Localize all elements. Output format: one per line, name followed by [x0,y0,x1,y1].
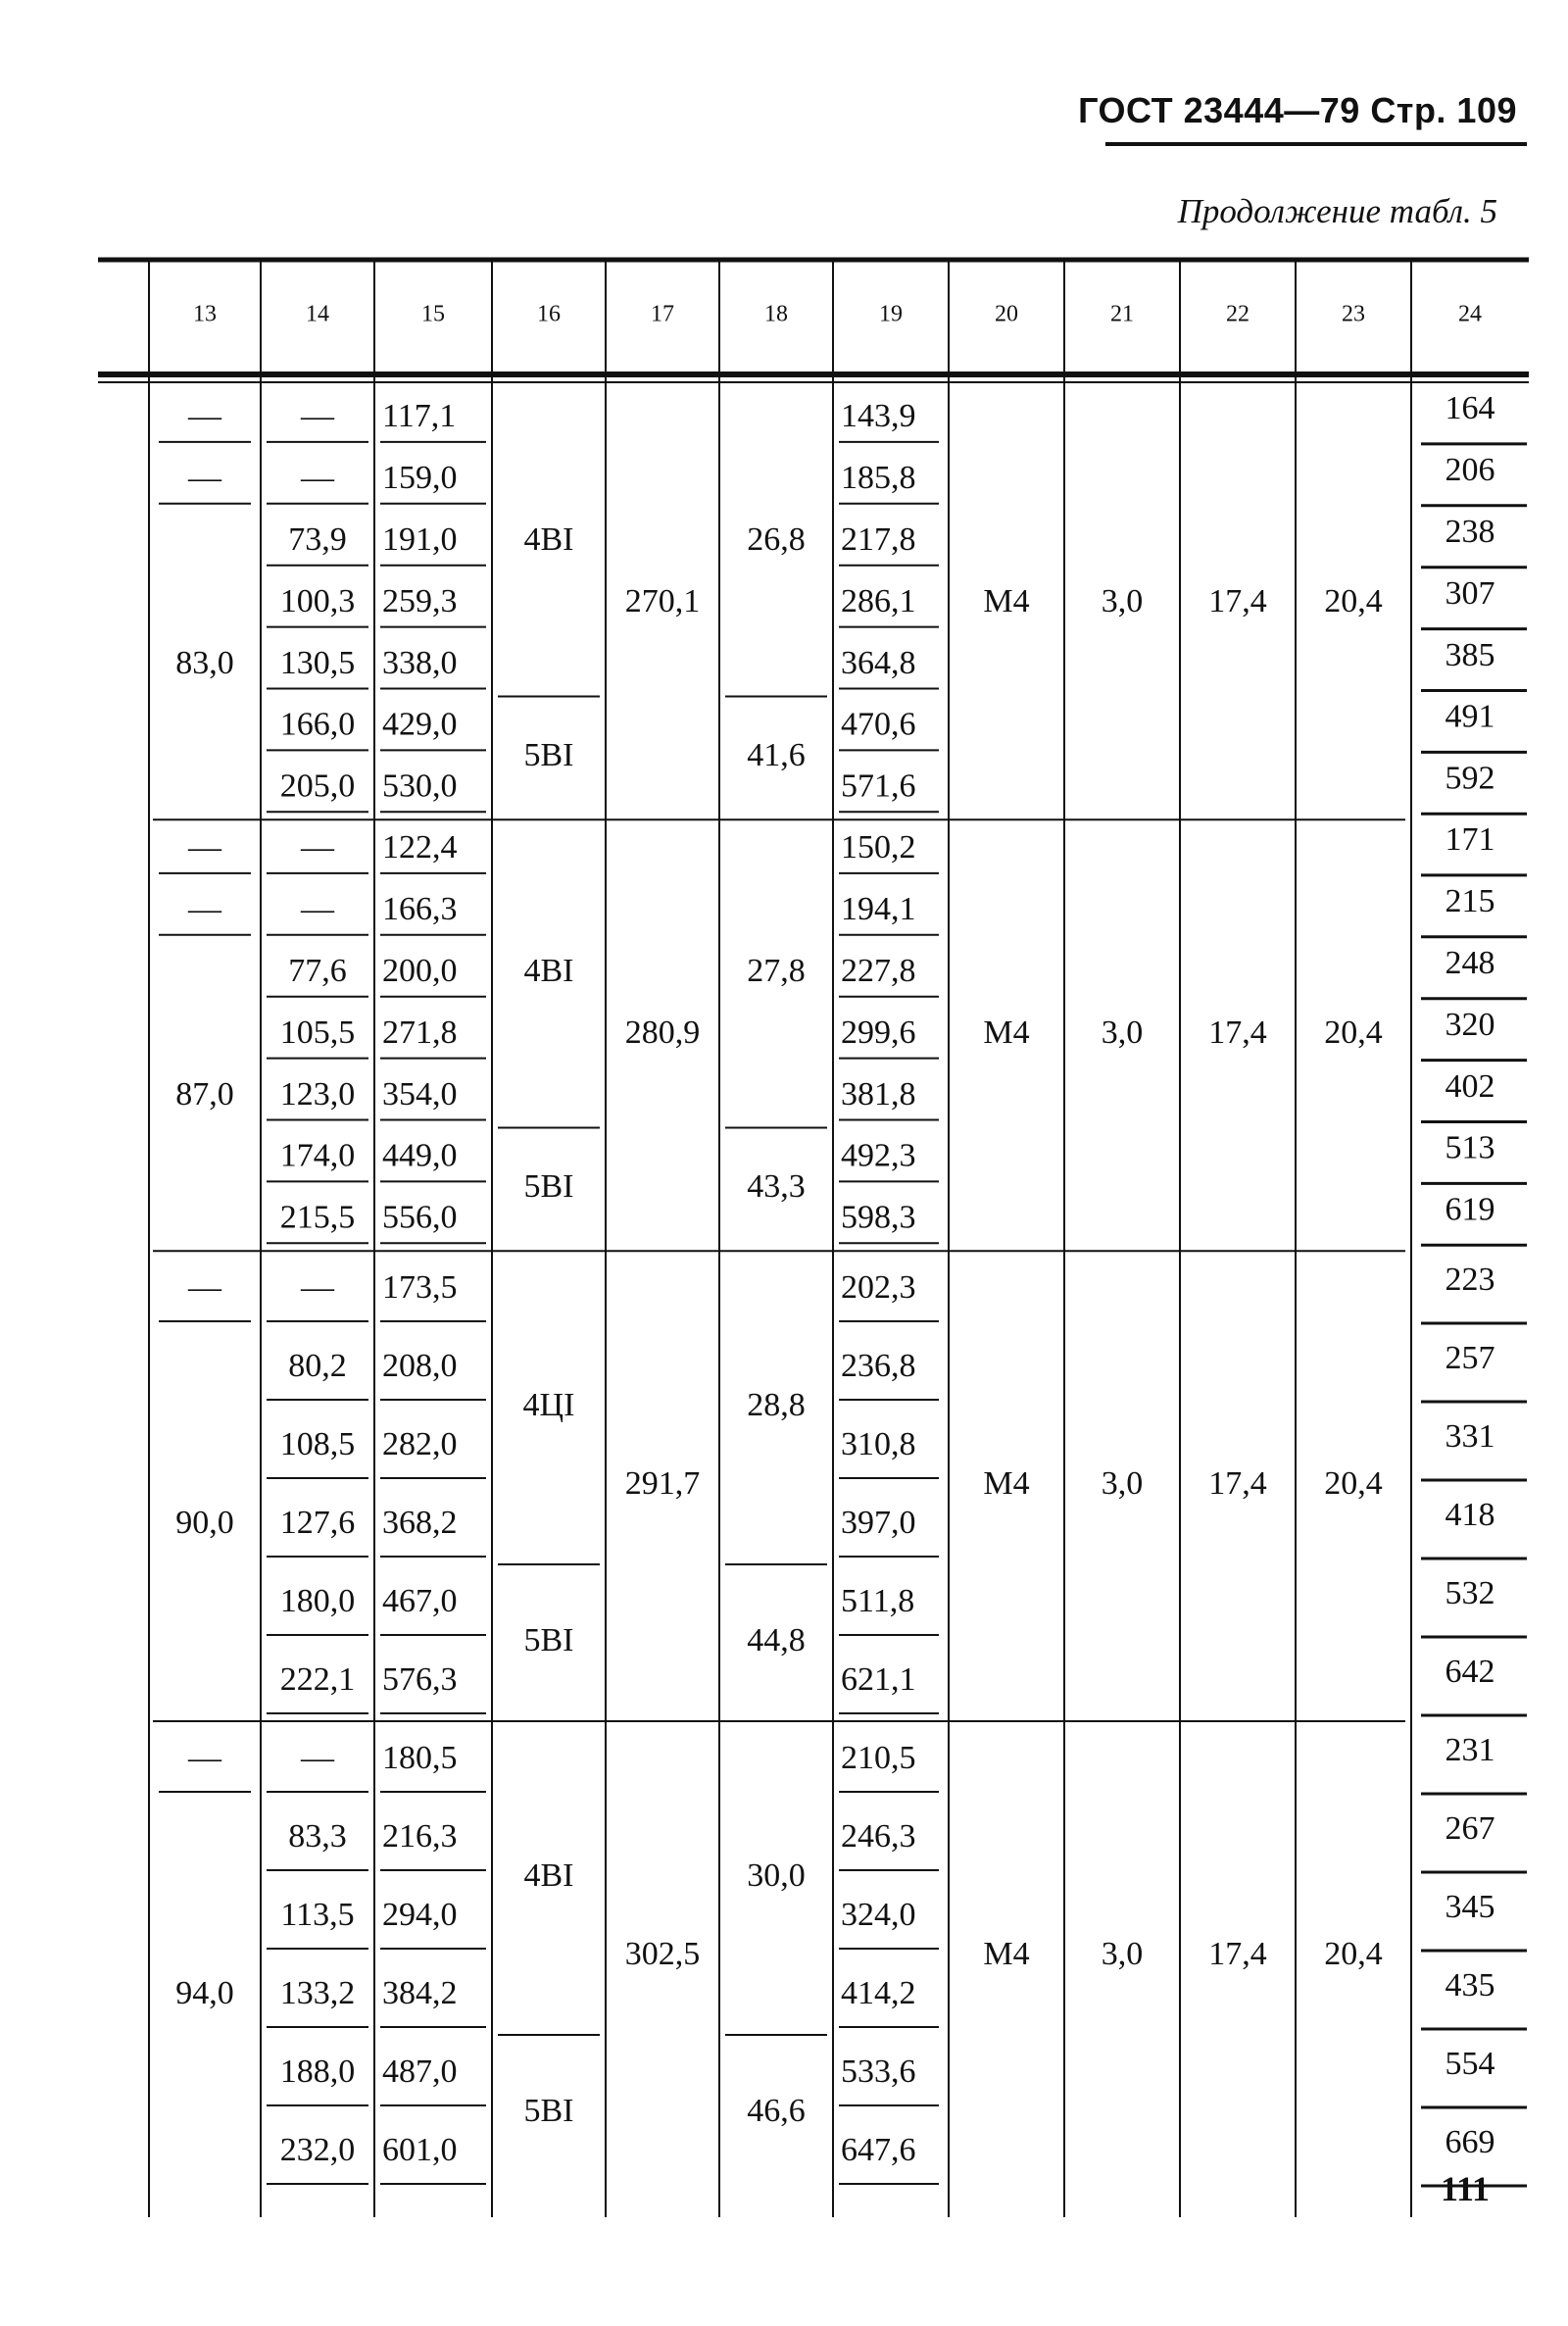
cell-c15: 467,0 [382,1582,458,1619]
cell-c15: 449,0 [382,1137,458,1174]
cell-c24: 491 [1445,698,1495,735]
cell-c19: 647,6 [841,2131,916,2168]
cell-c14: 73,9 [288,521,347,559]
cell-c19: 324,0 [841,1896,916,1933]
cell-c24: 532 [1445,1574,1495,1611]
cell-c22: 17,4 [1208,582,1267,619]
cell-c13-dash: — [188,891,221,928]
cell-c14: 205,0 [279,767,356,805]
cell-c21: 3,0 [1101,1014,1144,1051]
cell-c24: 307 [1445,574,1495,612]
cell-c14: 105,5 [279,1014,356,1051]
cell-c14: 188,0 [279,2053,356,2090]
cell-c18: 41,6 [747,737,806,774]
cell-c19: 150,2 [841,829,916,866]
cell-c23: 20,4 [1324,582,1383,619]
cell-c16: 5ВI [523,1168,574,1206]
cell-c14: 222,1 [279,1660,356,1698]
cell-c18: 46,6 [747,2092,806,2129]
cell-c15: 354,0 [382,1075,458,1113]
cell-c14: — [301,829,334,866]
cell-c14: 113,5 [280,1896,355,1933]
cell-c19: 381,8 [841,1075,916,1113]
cell-c18: 26,8 [747,521,806,559]
cell-c24: 402 [1445,1067,1495,1105]
cell-c19: 511,8 [841,1582,915,1619]
cell-c19: 236,8 [841,1347,916,1384]
cell-c24: 418 [1445,1496,1495,1533]
cell-c15: 117,1 [382,398,457,435]
cell-c24: 164 [1445,390,1495,427]
cell-c13-dash: — [188,1268,221,1306]
cell-c24: 248 [1445,945,1495,982]
cell-c18: 44,8 [747,1621,806,1658]
cell-c14: — [301,1739,334,1776]
cell-c15: 173,5 [382,1268,458,1306]
cell-c21: 3,0 [1101,582,1144,619]
cell-c19: 286,1 [841,582,916,619]
cell-c24: 385 [1445,636,1495,673]
cell-c20: M4 [983,1014,1030,1051]
column-header-22: 22 [1226,301,1250,327]
cell-c14: 80,2 [288,1347,347,1384]
cell-c16: 4ЦI [522,1386,575,1423]
cell-c14: 174,0 [279,1137,356,1174]
cell-c15: 530,0 [382,767,458,805]
cell-c14: 77,6 [288,953,347,990]
cell-c14: — [301,891,334,928]
cell-c24: 257 [1445,1339,1495,1376]
cell-c23: 20,4 [1324,1464,1383,1502]
cell-c19: 310,8 [841,1425,916,1462]
cell-c24: 619 [1445,1191,1495,1228]
cell-c14: 123,0 [279,1075,356,1113]
cell-c14: — [301,398,334,435]
cell-c14: — [301,460,334,497]
cell-c14: 166,0 [279,706,356,743]
cell-c14: 232,0 [279,2131,356,2168]
cell-c22: 17,4 [1208,1464,1267,1502]
cell-c15: 282,0 [382,1425,458,1462]
cell-c24: 345 [1445,1888,1495,1925]
cell-c14: 130,5 [279,644,356,681]
cell-c16: 4ВI [523,1856,574,1894]
cell-c13-dash: — [188,829,221,866]
standard-code: ГОСТ 23444—79 [1078,90,1360,130]
cell-c17: 280,9 [624,1014,701,1051]
cell-c18: 43,3 [747,1168,806,1206]
column-header-17: 17 [651,301,674,327]
column-header-20: 20 [995,301,1018,327]
cell-c24: 267 [1445,1809,1495,1847]
cell-c15: 576,3 [382,1660,458,1698]
cell-c19: 217,8 [841,521,916,559]
column-header-13: 13 [193,301,217,327]
cell-c20: M4 [983,1935,1030,1972]
cell-c19: 246,3 [841,1817,916,1855]
cell-c19: 397,0 [841,1504,916,1541]
cell-c15: 429,0 [382,706,458,743]
cell-c24: 231 [1445,1731,1495,1768]
cell-c24: 642 [1445,1653,1495,1690]
cell-c24: 223 [1445,1261,1495,1298]
cell-c24: 669 [1445,2123,1495,2160]
cell-c15: 180,5 [382,1739,458,1776]
cell-c19: 598,3 [841,1199,916,1236]
cell-c14: 108,5 [279,1425,356,1462]
cell-c17: 291,7 [624,1464,701,1502]
cell-c15: 368,2 [382,1504,458,1541]
page-label: Стр. 109 [1370,90,1517,130]
cell-c21: 3,0 [1101,1464,1144,1502]
cell-c24: 435 [1445,1966,1495,2004]
cell-c13: 83,0 [175,644,234,681]
cell-c19: 492,3 [841,1137,916,1174]
cell-c15: 271,8 [382,1014,458,1051]
column-header-24: 24 [1458,301,1482,327]
cell-c15: 122,4 [382,829,458,866]
cell-c22: 17,4 [1208,1014,1267,1051]
cell-c14: 83,3 [288,1817,347,1855]
cell-c13-dash: — [188,398,221,435]
cell-c19: 185,8 [841,460,916,497]
cell-c14: 127,6 [279,1504,356,1541]
cell-c16: 4ВI [523,953,574,990]
cell-c15: 384,2 [382,1974,458,2011]
cell-c20: M4 [983,1464,1030,1502]
cell-c14: 100,3 [279,582,356,619]
cell-c24: 215 [1445,883,1495,920]
cell-c22: 17,4 [1208,1935,1267,1972]
cell-c19: 202,3 [841,1268,916,1306]
cell-c17: 270,1 [624,582,701,619]
cell-c13: 87,0 [175,1075,234,1113]
cell-c19: 414,2 [841,1974,916,2011]
page-number: 111 [1441,2169,1491,2208]
cell-c14: 215,5 [279,1199,356,1236]
column-header-16: 16 [537,301,561,327]
cell-c15: 294,0 [382,1896,458,1933]
cell-c19: 143,9 [841,398,916,435]
cell-c18: 28,8 [747,1386,806,1423]
cell-c18: 30,0 [747,1856,806,1894]
cell-c16: 5ВI [523,2092,574,2129]
cell-c23: 20,4 [1324,1014,1383,1051]
cell-c24: 238 [1445,514,1495,551]
cell-c19: 621,1 [841,1660,916,1698]
cell-c24: 592 [1445,760,1495,797]
cell-c24: 331 [1445,1417,1495,1455]
cell-c13-dash: — [188,1739,221,1776]
cell-c24: 320 [1445,1006,1495,1043]
cell-c16: 4ВI [523,521,574,559]
cell-c19: 533,6 [841,2053,916,2090]
cell-c15: 166,3 [382,891,458,928]
cell-c19: 470,6 [841,706,916,743]
cell-c15: 200,0 [382,953,458,990]
cell-c13: 90,0 [175,1504,234,1541]
cell-c15: 208,0 [382,1347,458,1384]
cell-c17: 302,5 [624,1935,701,1972]
column-header-15: 15 [421,301,445,327]
cell-c14: 180,0 [279,1582,356,1619]
cell-c21: 3,0 [1101,1935,1144,1972]
cell-c24: 171 [1445,821,1495,859]
cell-c23: 20,4 [1324,1935,1383,1972]
cell-c24: 554 [1445,2045,1495,2082]
cell-c16: 5ВI [523,737,574,774]
cell-c13: 94,0 [175,1974,234,2011]
cell-c24: 513 [1445,1129,1495,1166]
column-header-14: 14 [306,301,329,327]
cell-c15: 601,0 [382,2131,458,2168]
cell-c19: 571,6 [841,767,916,805]
column-header-19: 19 [879,301,903,327]
cell-c19: 364,8 [841,644,916,681]
cell-c19: 194,1 [841,891,916,928]
cell-c13-dash: — [188,460,221,497]
cell-c15: 216,3 [382,1817,458,1855]
cell-c19: 227,8 [841,953,916,990]
cell-c16: 5ВI [523,1621,574,1658]
cell-c19: 299,6 [841,1014,916,1051]
cell-c15: 556,0 [382,1199,458,1236]
column-header-21: 21 [1110,301,1134,327]
cell-c19: 210,5 [841,1739,916,1776]
cell-c15: 487,0 [382,2053,458,2090]
column-header-23: 23 [1342,301,1365,327]
cell-c24: 206 [1445,452,1495,489]
cell-c15: 338,0 [382,644,458,681]
cell-c20: M4 [983,582,1030,619]
table-continuation-caption: Продолжение табл. 5 [1177,192,1497,230]
cell-c14: — [301,1268,334,1306]
cell-c15: 159,0 [382,460,458,497]
cell-c15: 259,3 [382,582,458,619]
column-header-18: 18 [764,301,788,327]
cell-c15: 191,0 [382,521,458,559]
cell-c18: 27,8 [747,953,806,990]
cell-c14: 133,2 [279,1974,356,2011]
